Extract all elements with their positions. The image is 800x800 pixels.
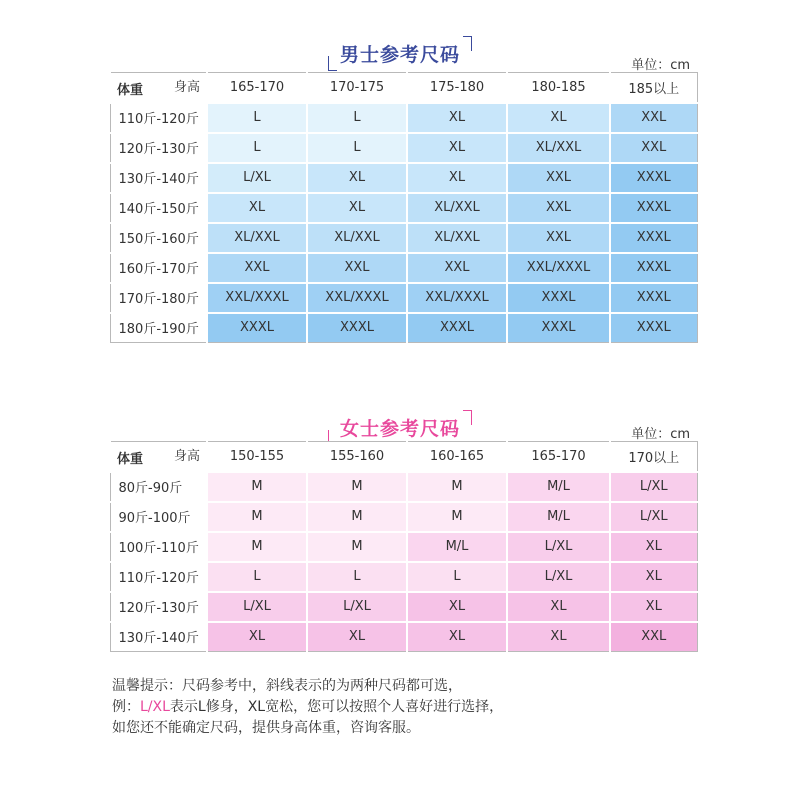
- women-weight-range: 100斤-110斤: [110, 532, 207, 562]
- men-size-cell: XL: [307, 163, 407, 193]
- men-size-cell: L: [307, 133, 407, 163]
- men-size-cell: XXL: [610, 133, 697, 163]
- women-column-header: 150-155: [207, 442, 307, 472]
- tip-line-3: 如您还不能确定尺码，提供身高体重，咨询客服。: [112, 720, 420, 736]
- men-column-header: 175-180: [407, 73, 507, 103]
- men-weight-range: 120斤-130斤: [110, 133, 207, 163]
- women-weight-range: 110斤-120斤: [110, 562, 207, 592]
- women-weight-label: 体重: [117, 451, 144, 467]
- women-size-cell: L/XL: [507, 562, 610, 592]
- men-size-cell: XXXL: [307, 313, 407, 343]
- tip-example-prefix: 例：: [112, 699, 140, 715]
- tip-line-1: 温馨提示：尺码参考中，斜线表示的为两种尺码都可选，: [112, 678, 462, 694]
- men-size-cell: XXL: [610, 103, 697, 133]
- men-size-cell: XL/XXL: [407, 193, 507, 223]
- men-corner-header: [110, 73, 207, 103]
- men-size-cell: XXXL: [610, 223, 697, 253]
- women-size-cell: XL: [507, 622, 610, 652]
- men-size-cell: XXL: [507, 193, 610, 223]
- women-weight-range: 130斤-140斤: [110, 622, 207, 652]
- men-size-cell: XXXL: [507, 313, 610, 343]
- women-size-row: [110, 622, 697, 652]
- men-size-cell: L/XL: [207, 163, 307, 193]
- men-size-cell: XXL: [507, 163, 610, 193]
- women-size-cell: M/L: [407, 532, 507, 562]
- men-size-cell: XL/XXL: [207, 223, 307, 253]
- men-size-cell: XL/XXL: [507, 133, 610, 163]
- women-size-cell: L: [207, 562, 307, 592]
- men-size-cell: XL/XXL: [407, 223, 507, 253]
- women-corner-header: [110, 442, 207, 472]
- men-size-cell: XXL: [207, 253, 307, 283]
- men-column-header: 180-185: [507, 73, 610, 103]
- women-column-header: 155-160: [307, 442, 407, 472]
- women-size-cell: L/XL: [307, 592, 407, 622]
- women-size-cell: XL: [207, 622, 307, 652]
- men-size-cell: XXL: [307, 253, 407, 283]
- men-size-cell: XL: [407, 163, 507, 193]
- women-height-label: 身高: [173, 449, 200, 464]
- tip-example-highlight: L/XL: [140, 699, 170, 715]
- men-size-row: [110, 163, 697, 193]
- men-weight-range: 140斤-150斤: [110, 193, 207, 223]
- men-weight-range: 110斤-120斤: [110, 103, 207, 133]
- women-size-cell: L/XL: [610, 502, 697, 532]
- women-size-cell: M: [407, 502, 507, 532]
- men-size-cell: L: [207, 133, 307, 163]
- men-size-cell: XXL/XXXL: [507, 253, 610, 283]
- women-column-header: 170以上: [610, 442, 697, 472]
- men-size-cell: XXXL: [610, 253, 697, 283]
- men-weight-range: 170斤-180斤: [110, 283, 207, 313]
- men-size-cell: L: [307, 103, 407, 133]
- men-size-cell: XL: [207, 193, 307, 223]
- men-size-cell: XXXL: [507, 283, 610, 313]
- women-column-header: 160-165: [407, 442, 507, 472]
- women-size-cell: L: [307, 562, 407, 592]
- men-size-cell: XXXL: [610, 313, 697, 343]
- women-size-cell: M: [307, 472, 407, 502]
- women-size-cell: XL: [610, 592, 697, 622]
- men-column-header: 165-170: [207, 73, 307, 103]
- women-size-cell: XL: [610, 532, 697, 562]
- men-size-row: [110, 103, 697, 133]
- women-size-cell: M: [307, 532, 407, 562]
- men-size-table: [109, 72, 698, 343]
- women-size-cell: L: [407, 562, 507, 592]
- women-size-title: 女士参考尺码: [334, 414, 466, 441]
- men-size-cell: XXXL: [207, 313, 307, 343]
- men-size-cell: XXL/XXXL: [207, 283, 307, 313]
- women-size-row: [110, 532, 697, 562]
- women-size-table: [109, 441, 698, 652]
- men-size-cell: XXL/XXXL: [307, 283, 407, 313]
- men-weight-range: 160斤-170斤: [110, 253, 207, 283]
- tip-example-rest: 表示L修身，XL宽松，您可以按照个人喜好进行选择，: [169, 699, 504, 715]
- men-size-cell: XXXL: [610, 163, 697, 193]
- men-column-header: 185以上: [610, 73, 697, 103]
- men-size-cell: XXXL: [610, 283, 697, 313]
- women-size-cell: XL: [407, 622, 507, 652]
- women-weight-range: 80斤-90斤: [110, 472, 207, 502]
- tip-line-2: [112, 697, 503, 718]
- men-size-cell: XXL: [507, 223, 610, 253]
- men-weight-range: 150斤-160斤: [110, 223, 207, 253]
- size-tip-note: [112, 676, 503, 739]
- women-size-cell: M: [407, 472, 507, 502]
- women-weight-range: 120斤-130斤: [110, 592, 207, 622]
- men-size-cell: XXL: [407, 253, 507, 283]
- women-size-cell: XL: [307, 622, 407, 652]
- men-weight-label: 体重: [117, 82, 144, 98]
- men-weight-range: 180斤-190斤: [110, 313, 207, 343]
- women-column-header: 165-170: [507, 442, 610, 472]
- men-size-title: 男士参考尺码: [334, 40, 466, 67]
- women-size-row: [110, 502, 697, 532]
- men-size-cell: L: [207, 103, 307, 133]
- women-size-cell: L/XL: [507, 532, 610, 562]
- men-size-cell: XL: [307, 193, 407, 223]
- men-size-cell: XXXL: [610, 193, 697, 223]
- women-size-cell: L/XL: [207, 592, 307, 622]
- men-height-label: 身高: [173, 80, 200, 95]
- women-size-cell: XL: [610, 562, 697, 592]
- women-size-cell: L/XL: [610, 472, 697, 502]
- men-size-row: [110, 313, 697, 343]
- women-size-cell: M/L: [507, 472, 610, 502]
- men-size-cell: XL: [507, 103, 610, 133]
- women-size-cell: M: [207, 472, 307, 502]
- men-size-cell: XXL/XXXL: [407, 283, 507, 313]
- men-size-cell: XL/XXL: [307, 223, 407, 253]
- women-size-cell: M: [207, 502, 307, 532]
- women-size-cell: XL: [407, 592, 507, 622]
- women-unit-label: 单位：cm: [631, 427, 690, 442]
- men-size-row: [110, 253, 697, 283]
- men-weight-range: 130斤-140斤: [110, 163, 207, 193]
- women-size-cell: M: [307, 502, 407, 532]
- men-column-header: 170-175: [307, 73, 407, 103]
- men-size-cell: XL: [407, 133, 507, 163]
- men-unit-label: 单位：cm: [631, 58, 690, 73]
- women-size-row: [110, 592, 697, 622]
- men-size-row: [110, 223, 697, 253]
- women-size-row: [110, 562, 697, 592]
- men-size-row: [110, 193, 697, 223]
- women-weight-range: 90斤-100斤: [110, 502, 207, 532]
- women-size-cell: XL: [507, 592, 610, 622]
- men-size-row: [110, 283, 697, 313]
- men-size-cell: XL: [407, 103, 507, 133]
- women-size-cell: XXL: [610, 622, 697, 652]
- men-size-row: [110, 133, 697, 163]
- women-size-row: [110, 472, 697, 502]
- women-size-cell: M: [207, 532, 307, 562]
- women-size-cell: M/L: [507, 502, 610, 532]
- men-size-cell: XXXL: [407, 313, 507, 343]
